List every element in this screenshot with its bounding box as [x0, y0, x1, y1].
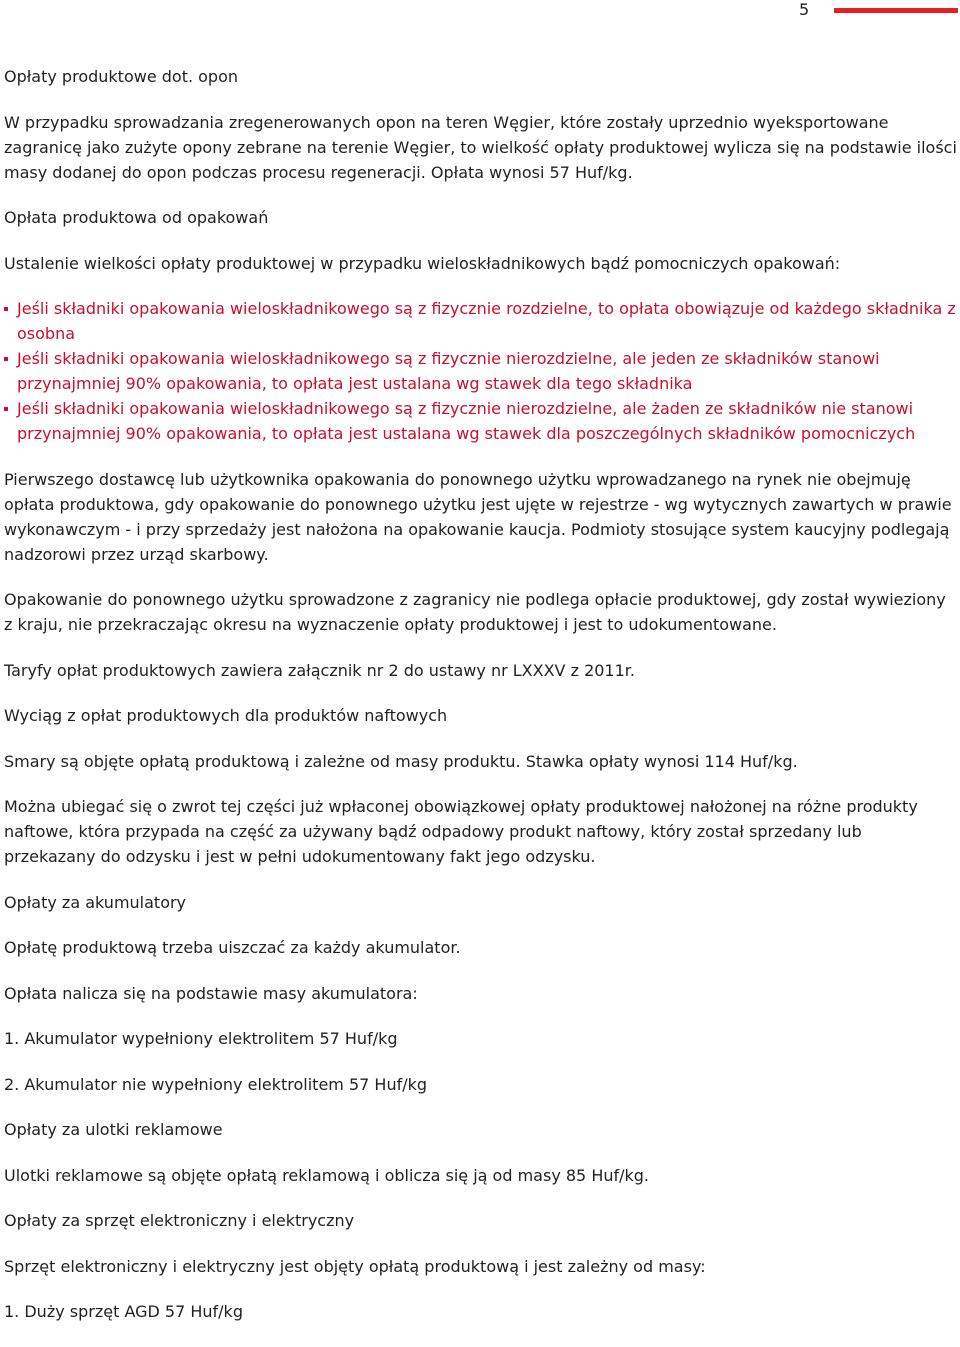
list-item-text: Jeśli składniki opakowania wieloskładnikowego są z fizycznie nierozdzielne, ale żaden ze składników nie stanowi przynajmniej 90% opakowania, to opłata jest ustalana wg stawek dla poszczególnych składników pomocniczych: [17, 399, 916, 443]
list-item: [4, 346, 958, 396]
list-item: [4, 396, 958, 446]
page-number: 5: [799, 0, 810, 19]
heading-electronics: Opłaty za sprzęt elektroniczny i elektryczny: [4, 1211, 355, 1230]
battery-rate-2: 2. Akumulator nie wypełniony elektrolitem 57 Huf/kg: [4, 1074, 428, 1094]
page-header: [0, 0, 960, 30]
battery-rate-1: 1. Akumulator wypełniony elektrolitem 57 Huf/kg: [4, 1029, 398, 1048]
paragraph-battery-basis: Opłata nalicza się na podstawie masy akumulatora:: [4, 983, 418, 1003]
document-body: [4, 64, 958, 1345]
paragraph-imported-packaging: Opakowanie do ponownego użytku sprowadzone z zagranicy nie podlega opłacie produktowej, gdy został wywieziony z kraju, nie przekraczając okresu na wyznaczenie opłaty produktowej i jest to udokumentowane.: [4, 590, 946, 634]
heading-batteries: Opłaty za akumulatory: [4, 892, 187, 912]
paragraph-oil-refund: Można ubiegać się o zwrot tej części już wpłaconej obowiązkowej opłaty produktowej nałożonej na różne produkty naftowe, która przypada na część za używany bądź odpadowy produkt naftowy, który został sprzedany lub przekazany do odzysku i jest w pełni udokumentowany fakt jego odzysku.: [4, 797, 918, 866]
paragraph-tyre-regeneration: W przypadku sprowadzania zregenerowanych opon na teren Węgier, które zostały uprzednio wyeksportowane zagranicę jako zużyte opony zebrane na terenie Węgier, to wielkość opłaty produktowej wylicza się na podstawie ilości masy dodanej do opon podczas procesu regeneracji. Opłata wynosi 57 Huf/kg.: [4, 112, 957, 182]
square-bullet-icon: [4, 407, 8, 411]
electronics-rate-1: 1. Duży sprzęt AGD 57 Huf/kg: [4, 1302, 243, 1321]
paragraph-lubricants: Smary są objęte opłatą produktową i zależne od masy produktu. Stawka opłaty wynosi 114 Huf/kg.: [4, 751, 798, 771]
paragraph-electronics: Sprzęt elektroniczny i elektryczny jest objęty opłatą produktową i jest zależny od masy:: [4, 1256, 706, 1276]
heading-leaflets: Opłaty za ulotki reklamowe: [4, 1120, 223, 1139]
header-accent-bar: [834, 8, 958, 13]
heading-tyre-fees: Opłaty produktowe dot. opon: [4, 67, 239, 86]
paragraph-reusable-packaging: Pierwszego dostawcę lub użytkownika opakowania do ponownego użytku wprowadzanego na rynek nie obejmuję opłata produktowa, gdy opakowanie do ponownego użytku jest ujęte w rejestrze - wg wytycznych zawartych w prawie wykonawczym - i przy sprzedaży jest nałożona na opakowanie kaucja. Podmioty stosujące system kaucyjny podlegają nadzorowi przez urząd skarbowy.: [4, 469, 952, 564]
packaging-rules-list: [4, 296, 958, 446]
list-item: [4, 296, 958, 346]
square-bullet-icon: [4, 307, 8, 311]
heading-oil-products: Wyciąg z opłat produktowych dla produktów naftowych: [4, 706, 448, 725]
square-bullet-icon: [4, 357, 8, 361]
list-item-text: Jeśli składniki opakowania wieloskładnikowego są z fizycznie nierozdzielne, ale jeden ze składników stanowi przynajmniej 90% opakowania, to opłata jest ustalana wg stawek dla tego składnika: [17, 349, 880, 393]
paragraph-tariffs: Taryfy opłat produktowych zawiera załącznik nr 2 do ustawy nr LXXXV z 2011r.: [4, 660, 635, 680]
paragraph-packaging-intro: Ustalenie wielkości opłaty produktowej w przypadku wieloskładnikowych bądź pomocniczych opakowań:: [4, 253, 841, 273]
paragraph-leaflets: Ulotki reklamowe są objęte opłatą reklamową i oblicza się ją od masy 85 Huf/kg.: [4, 1165, 650, 1185]
paragraph-battery-fee: Opłatę produktową trzeba uiszczać za każdy akumulator.: [4, 938, 461, 957]
heading-packaging-fees: Opłata produktowa od opakowań: [4, 208, 269, 227]
list-item-text: Jeśli składniki opakowania wieloskładnikowego są z fizycznie rozdzielne, to opłata obowiązuje od każdego składnika z osobna: [17, 299, 956, 343]
